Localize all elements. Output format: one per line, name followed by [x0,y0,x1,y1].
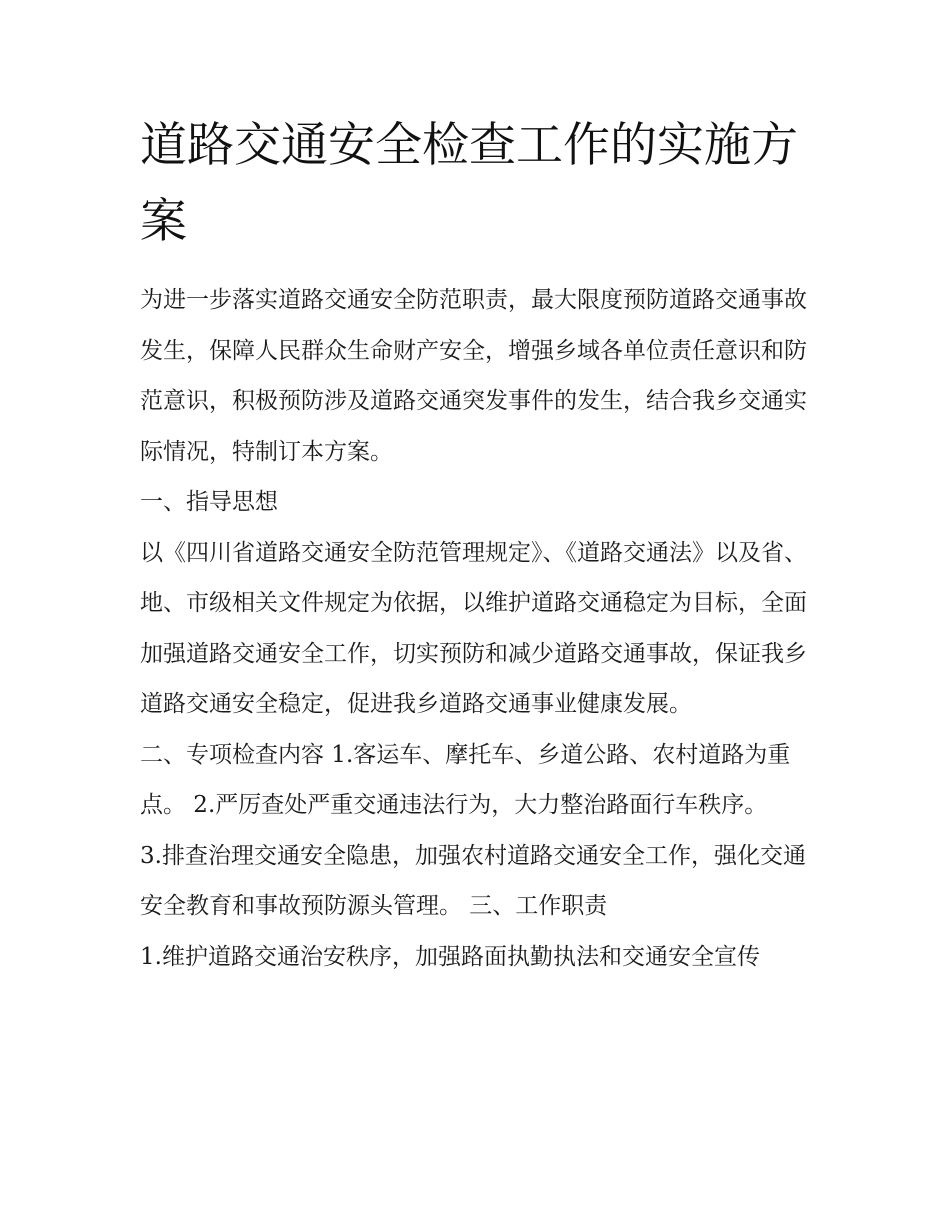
paragraph-intro: 为进一步落实道路交通安全防范职责，最大限度预防道路交通事故发生，保障人民群众生命财产安全，增强乡域各单位责任意识和防范意识，积极预防涉及道路交通突发事件的发生，结合我乡交通实际情况，特制订本方案。 [140,287,807,465]
paragraph-duty-item-1: 1.维护道路交通治安秩序，加强路面执勤执法和交通安全宣传 [140,943,760,970]
section-heading-guiding-ideology: 一、指导思想 [140,489,278,515]
document-body [140,275,820,982]
paragraph-inspection-content: 二、专项检查内容 1.客运车、摩托车、乡道公路、农村道路为重点。 2.严厉查处严重交通违法行为，大力整治路面行车秩序。 [140,741,791,818]
paragraph-hazard-investigation: 3.排查治理交通安全隐患，加强农村道路交通安全工作，强化交通安全教育和事故预防源头管理。 三、工作职责 [140,842,806,919]
document-title: 道路交通安全检查工作的实施方案 [140,118,798,249]
paragraph-guiding-ideology: 以《四川省道路交通安全防范管理规定》、《道路交通法》以及省、地、市级相关文件规定为依据，以维护道路交通稳定为目标，全面加强道路交通安全工作，切实预防和减少道路交通事故，保证我乡道路交通安全稳定，促进我乡道路交通事业健康发展。 [140,539,807,717]
